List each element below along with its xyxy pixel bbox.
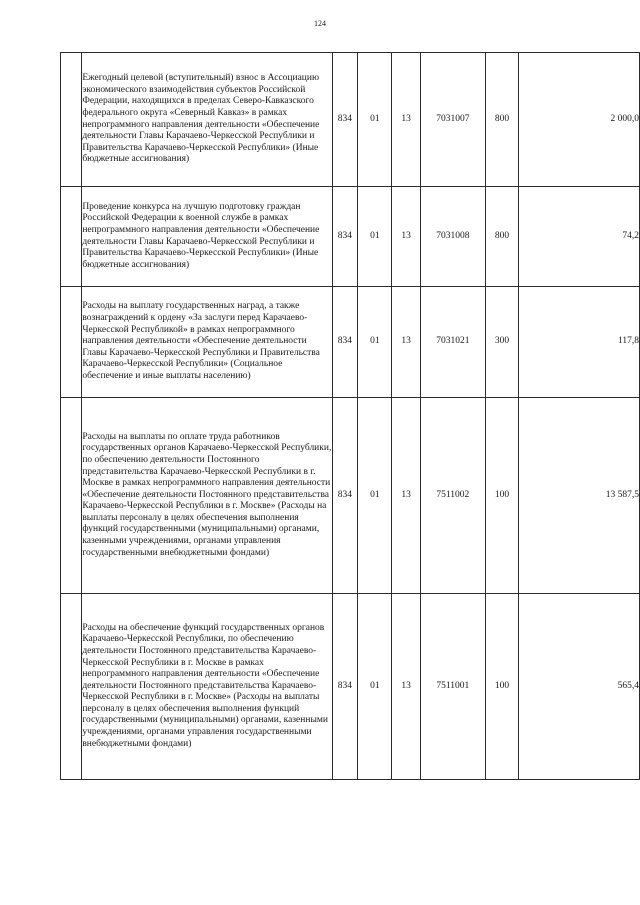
table-row <box>61 398 640 594</box>
expense-type-code: 100 <box>485 594 518 780</box>
ministry-code: 834 <box>332 287 358 398</box>
row-blank-cell <box>61 398 82 594</box>
subsection-code: 13 <box>392 398 420 594</box>
expense-type-code: 300 <box>485 287 518 398</box>
section-code: 01 <box>358 594 392 780</box>
subsection-code: 13 <box>392 187 420 287</box>
row-description: Расходы на выплаты по оплате труда работников государственных органов Карачаево-Черкесской Республики, по обеспечению деятельности Постоянного представительства Карачаево-Черкесской Республики в г. Москве в рамках непрограммного направления деятельности «Обеспечение деятельности Постоянного представительства Карачаево-Черкесской Республики в г. Москве» (Расходы на выплаты персоналу в целях обеспечения выполнения функций государственными (муниципальными) органами, казенными учреждениями, органами управления государственными внебюджетными фондами) <box>82 398 332 594</box>
section-code: 01 <box>358 53 392 187</box>
page-number: 124 <box>314 19 326 28</box>
row-blank-cell <box>61 187 82 287</box>
row-blank-cell <box>61 53 82 187</box>
row-description: Расходы на обеспечение функций государственных органов Карачаево-Черкесской Республики, по обеспечению деятельности Постоянного представительства Карачаево-Черкесской Республики в г. Москве в рамках непрограммного направления деятельности «Обеспечение деятельности Постоянного представительства Карачаево-Черкесской Республики в г. Москве» (Расходы на выплаты персоналу в целях обеспечения выполнения функций государственными (муниципальными) органами, казенными учреждениями, органами управления государственными внебюджетными фондами) <box>82 594 332 780</box>
target-article-code: 7031021 <box>420 287 485 398</box>
table-row <box>61 187 640 287</box>
row-description: Расходы на выплату государственных наград, а также вознаграждений к ордену «За заслуги перед Карачаево-Черкесской Республикой» в рамках непрограммного направления деятельности «Обеспечение деятельности Главы Карачаево-Черкесской Республики и Правительства Карачаево-Черкесской Республики» (Социальное обеспечение и иные выплаты населению) <box>82 287 332 398</box>
target-article-code: 7511002 <box>420 398 485 594</box>
row-blank-cell <box>61 594 82 780</box>
expense-type-code: 800 <box>485 187 518 287</box>
ministry-code: 834 <box>332 53 358 187</box>
subsection-code: 13 <box>392 53 420 187</box>
amount: 13 587,5 <box>519 398 640 594</box>
amount: 565,4 <box>519 594 640 780</box>
row-description: Проведение конкурса на лучшую подготовку граждан Российской Федерации к военной службе в рамках непрограммного направления деятельности «Обеспечение деятельности Главы Карачаево-Черкесской Республики и Правительства Карачаево-Черкесской Республики» (Иные бюджетные ассигнования) <box>82 187 332 287</box>
subsection-code: 13 <box>392 594 420 780</box>
subsection-code: 13 <box>392 287 420 398</box>
table-row <box>61 53 640 187</box>
section-code: 01 <box>358 287 392 398</box>
budget-table <box>60 52 640 780</box>
target-article-code: 7031007 <box>420 53 485 187</box>
amount: 74,2 <box>519 187 640 287</box>
ministry-code: 834 <box>332 187 358 287</box>
ministry-code: 834 <box>332 594 358 780</box>
target-article-code: 7511001 <box>420 594 485 780</box>
section-code: 01 <box>358 187 392 287</box>
amount: 117,8 <box>519 287 640 398</box>
expense-type-code: 100 <box>485 398 518 594</box>
row-blank-cell <box>61 287 82 398</box>
expense-type-code: 800 <box>485 53 518 187</box>
section-code: 01 <box>358 398 392 594</box>
amount: 2 000,0 <box>519 53 640 187</box>
table-row <box>61 287 640 398</box>
ministry-code: 834 <box>332 398 358 594</box>
table-row <box>61 594 640 780</box>
row-description: Ежегодный целевой (вступительный) взнос в Ассоциацию экономического взаимодействия субъектов Российской Федерации, находящихся в пределах Северо-Кавказского федерального округа «Северный Кавказ» в рамках непрограммного направления деятельности «Обеспечение деятельности Главы Карачаево-Черкесской Республики и Правительства Карачаево-Черкесской Республики» (Иные бюджетные ассигнования) <box>82 53 332 187</box>
target-article-code: 7031008 <box>420 187 485 287</box>
